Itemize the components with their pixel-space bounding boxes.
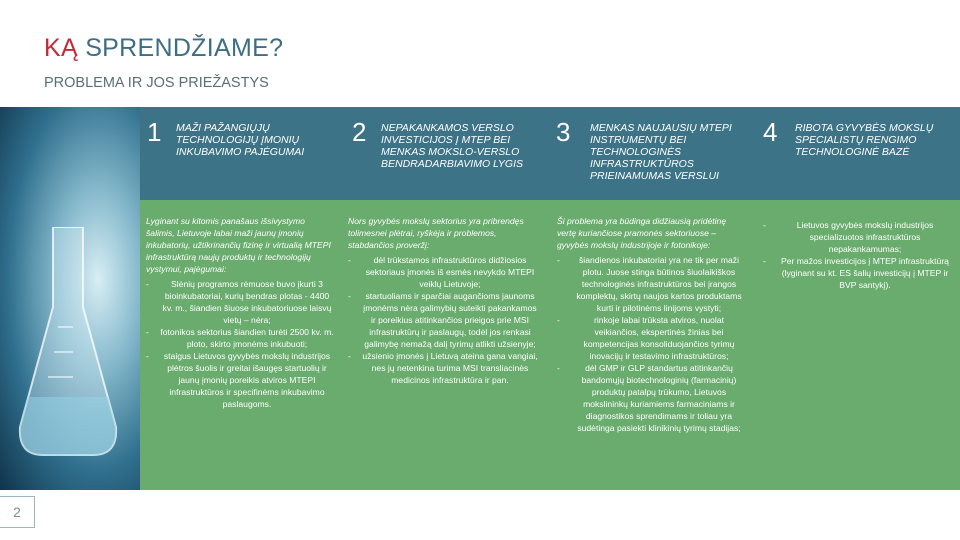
page-number: 2 [0, 496, 35, 528]
bullet-item: - Slėnių programos rėmuose buvo įkurti 3 bioinkubatoriai, kurių bendras plotas - 4400 kv. m., šiandien šiuose inkubatoriuose laisvų vietų – nėra; [146, 278, 334, 326]
problem-intro: Lyginant su kitomis panašaus išsivystymo šalimis, Lietuvoje labai maži jaunų įmonių inkubatorių, užtikrinančių fizinę ir virtualią MTEPI infrastruktūrą naujų produktų ir technologijų vystymui, pajėgumai: [146, 216, 331, 274]
problem-number: 3 [556, 117, 571, 147]
problem-column-3 [548, 107, 752, 490]
problem-heading: NEPAKANKAMOS VERSLO INVESTICIJOS Į MTEP BEI MENKAS MOKSLO-VERSLO BENDRADARBIAVIMO LYGIS [381, 122, 523, 170]
problem-column-2 [343, 107, 545, 490]
problem-heading: MAŽI PAŽANGIŲJŲ TECHNOLOGIJŲ ĮMONIŲ INKUBAVIMO PAJĖGUMAI [176, 122, 305, 158]
bullet-item: - startuoliams ir sparčiai augančioms jaunoms įmonėms nėra galimybių suteikti pakankamos ir poreikius atitinkančios prieigos prie MSI infrastruktūrų ir paslaugų, todėl jos renkasi galimybę nemažą dalį tyrimų atlikti užsienyje; [348, 290, 538, 350]
slide-subtitle: PROBLEMA IR JOS PRIEŽASTYS [44, 75, 269, 91]
problem-number: 2 [352, 117, 367, 147]
problem-intro: Nors gyvybės mokslų sektorius yra pribrendęs tolimesnei plėtrai, ryškėja ir problemos, stabdančios proveržį: [348, 216, 524, 250]
problem-intro: Ši problema yra būdinga didžiausią pridėtinę vertę kuriančiose pramonės sektoriuose – gyvybės mokslų industrijoje ir fotonikoje: [557, 216, 727, 250]
problem-number: 1 [147, 117, 162, 147]
problem-heading: MENKAS NAUJAUSIŲ MTEPI INSTRUMENTŲ BEI TECHNOLOGINĖS INFRASTRUKTŪROS PRIEINAMUMAS VERSLUI [590, 122, 732, 182]
bullet-item: - fotonikos sektorius šiandien turėti 2500 kv. m. ploto, skirto įmonėms inkubuoti; [146, 326, 334, 350]
lab-flask-image [0, 107, 140, 490]
bullet-item: - staigus Lietuvos gyvybės mokslų industrijos plėtros šuolis ir greitai išaugęs startuolių ir jaunų įmonių poreikis atviros MTEPI infrastruktūros ir specifinėms inkubavimo paslaugoms. [146, 350, 334, 410]
problem-bullets [348, 254, 538, 386]
problem-heading: RIBOTA GYVYBĖS MOKSLŲ SPECIALISTŲ RENGIMO TECHNOLOGINĖ BAZĖ [795, 122, 934, 158]
slide-title [44, 34, 283, 63]
bullet-item: - Lietuvos gyvybės mokslų industrijos specializuotos infrastruktūros nepakankamumas; [763, 219, 953, 255]
bullet-item: - dėl GMP ir GLP standartus atitinkančių bandomųjų biotechnologinių (farmacinių) produktų patalpų trūkumo, Lietuvos mokslininkų kuriamiems farmaciniams ir diagnostikos sprendimams ir toliau yra sudėtinga pasiekti klinikinių tyrimų stadijas; [557, 362, 747, 434]
slide-title-accent: KĄ [44, 34, 78, 62]
bullet-item: - šiandienos inkubatoriai yra ne tik per maži plotu. Juose stinga būtinos šiuolaikiškos technologinės infrastruktūros bei įrangos komplektų, skirtų naujos kartos produktams kurti ir pilotinėms linijoms vystyti; [557, 254, 747, 314]
flask-icon [18, 227, 118, 457]
problem-column-1 [140, 107, 340, 490]
problem-bullets [763, 219, 953, 291]
bullet-item: - dėl trūkstamos infrastruktūros didžiosios sektoriaus įmonės iš esmės nevykdo MTEPI veiklų Lietuvoje; [348, 254, 538, 290]
bullet-item: - užsienio įmonės į Lietuvą ateina gana vangiai, nes jų netenkina turima MSI transliacinės medicinos infrastruktūra ir pan. [348, 350, 538, 386]
problem-number: 4 [763, 117, 778, 147]
slide-title-rest: SPRENDŽIAME? [77, 34, 284, 62]
problem-details [146, 215, 334, 410]
problem-details [348, 215, 538, 386]
bullet-item: - rinkoje labai trūksta atviros, nuolat veikiančios, ekspertinės žinias bei kompetencijas konsoliduojančios tyrimų inovacijų ir testavimo infrastruktūros; [557, 314, 747, 362]
problem-details [763, 219, 953, 291]
problem-bullets [146, 278, 334, 410]
bullet-item: - Per mažos investicijos į MTEP infrastruktūrą (lyginant su kt. ES šalių investicijų į MTEP ir BVP santykį). [763, 255, 953, 291]
problem-details [557, 215, 747, 434]
problem-column-4 [755, 107, 960, 490]
problem-bullets [557, 254, 747, 434]
